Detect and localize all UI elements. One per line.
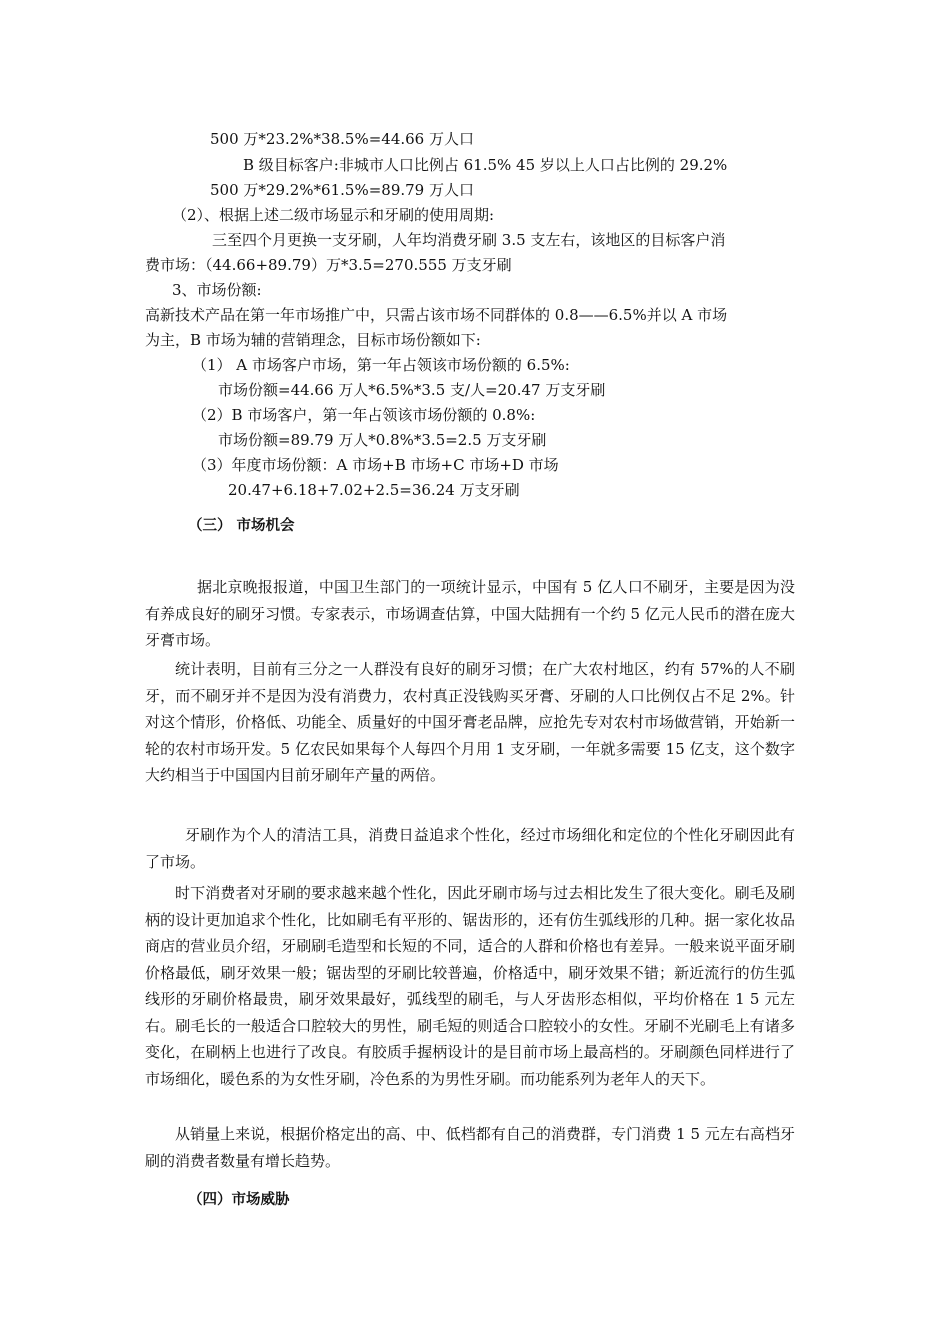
section-heading-threats: （四）市场威胁 [188,1192,290,1208]
market-share-intro-2: 为主，B 市场为辅的营销理念，目标市场份额如下: [145,331,481,349]
paragraph-rural-market: 统计表明，目前有三分之一人群没有良好的刷牙习惯；在广大农村地区，约有 57%的人不刷牙，而不刷牙并不是因为没有消费力，农村真正没钱购买牙膏、牙刷的人口比例仅占不足 2%。针对这个情形，价格低、功能全、质量好的中国牙膏老品牌，应抢先专对农村市场做营销，开始新一轮的农村市场开发。5 亿农民如果每个人每四个月用 1 支牙刷，一年就多需要 15 亿支，这个数字大约相当于中国国内目前牙刷年产量的两倍。 [145,660,795,784]
calc-line-b-target: B 级目标客户:非城市人口比例占 61.5% 45 岁以上人口占比例的 29.2% [243,156,728,174]
paragraph-toothbrush-trends: 时下消费者对牙刷的要求越来越个性化，因此牙刷市场与过去相比发生了很大变化。刷毛及刷柄的设计更加追求个性化，比如刷毛有平形的、锯齿形的，还有仿生弧线形的几种。据一家化妆品商店的营业员介绍，牙刷刷毛造型和长短的不同，适合的人群和价格也有差异。一般来说平面牙刷价格最低，刷牙效果一般；锯齿型的牙刷比较普遍，价格适中，刷牙效果不错；新近流行的仿生弧线形的牙刷价格最贵，刷牙效果最好，弧线型的刷毛，与人牙齿形态相似，平均价格在 1 5 元左右。刷毛长的一般适合口腔较大的男性，刷毛短的则适合口腔较小的女性。牙刷不光刷毛上有诸多变化，在刷柄上也进行了改良。有胶质手握柄设计的是目前市场上最高档的。牙刷颜色同样进行了市场细化，暖色系的为女性牙刷，冷色系的为男性牙刷。而功能系列为老年人的天下。 [145,884,795,1088]
share-item-3: （3）年度市场份额：A 市场+B 市场+C 市场+D 市场 [192,456,559,474]
paragraph-personalization: 牙刷作为个人的清洁工具，消费日益追求个性化，经过市场细化和定位的个性化牙刷因此有了市场。 [145,826,795,871]
usage-cycle-heading: （2）、根据上述二级市场显示和牙刷的使用周期: [172,206,495,224]
share-item-2-calc: 市场份额=89.79 万人*0.8%*3.5=2.5 万支牙刷 [218,431,547,449]
usage-cycle-line1: 三至四个月更换一支牙刷，人年均消费牙刷 3.5 支左右，该地区的目标客户消 [212,231,726,249]
calc-line-a: 500 万*23.2%*38.5%=44.66 万人口 [210,130,474,148]
share-item-1: （1） A 市场客户市场，第一年占领该市场份额的 6.5%: [192,356,570,374]
share-item-3-calc: 20.47+6.18+7.02+2.5=36.24 万支牙刷 [228,481,520,499]
usage-cycle-line2: 费市场：（44.66+89.79）万*3.5=270.555 万支牙刷 [145,256,512,274]
market-share-intro-1: 高新技术产品在第一年市场推广中，只需占该市场不同群体的 0.8——6.5%并以 A 市场 [145,306,728,324]
share-item-2: （2）B 市场客户，第一年占领该市场份额的 0.8%: [192,406,536,424]
share-item-1-calc: 市场份额=44.66 万人*6.5%*3.5 支/人=20.47 万支牙刷 [218,381,606,399]
paragraph-statistics: 据北京晚报报道，中国卫生部门的一项统计显示，中国有 5 亿人口不刷牙，主要是因为没有养成良好的刷牙习惯。专家表示，市场调查估算，中国大陆拥有一个约 5 亿元人民币的潜在庞大牙膏市场。 [145,578,795,649]
paragraph-sales: 从销量上来说，根据价格定出的高、中、低档都有自己的消费群，专门消费 1 5 元左右高档牙刷的消费者数量有增长趋势。 [145,1125,795,1170]
calc-line-b: 500 万*29.2%*61.5%=89.79 万人口 [210,181,474,199]
market-share-heading: 3、市场份额: [172,281,262,299]
section-heading-opportunity: （三） 市场机会 [188,518,295,534]
